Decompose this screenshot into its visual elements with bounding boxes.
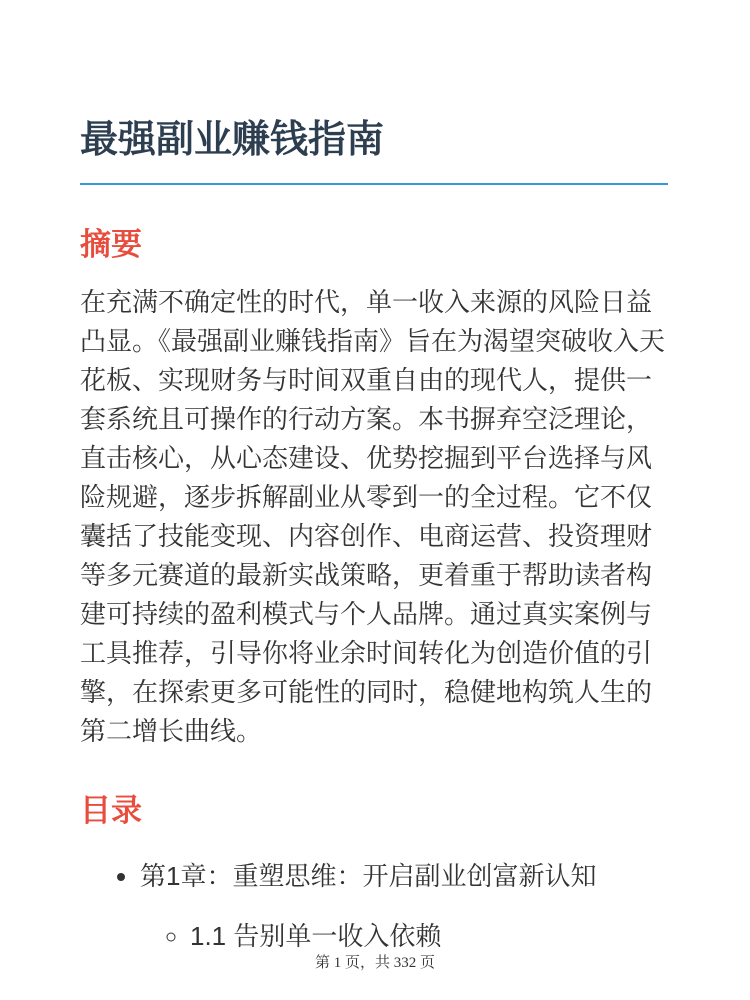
abstract-heading: 摘要 (80, 227, 142, 262)
toc-chapter-label: 第1章：重塑思维：开启副业创富新认知 (140, 861, 597, 891)
toc-sublist (140, 917, 668, 956)
toc-subitem (190, 917, 668, 956)
document-title: 最强副业赚钱指南 (80, 118, 668, 185)
toc-chapter-item (140, 857, 668, 956)
toc-heading: 目录 (80, 793, 142, 828)
abstract-paragraph: 在充满不确定性的时代，单一收入来源的风险日益凸显。《最强副业赚钱指南》旨在为渴望突破收入天花板、实现财务与时间双重自由的现代人，提供一套系统且可操作的行动方案。本书摒弃空泛理论，直击核心，从心态建设、优势挖掘到平台选择与风险规避，逐步拆解副业从零到一的全过程。它不仅囊括了技能变现、内容创作、电商运营、投资理财等多元赛道的最新实战策略，更着重于帮助读者构建可持续的盈利模式与个人品牌。通过真实案例与工具推荐，引导你将业余时间转化为创造价值的引擎，在探索更多可能性的同时，稳健地构筑人生的第二增长曲线。 (80, 287, 666, 746)
toc-subitem-label: 1.1 告别单一收入依赖 (190, 921, 442, 951)
toc-list (80, 857, 668, 956)
page-number-footer: 第 1 页，共 332 页 (314, 955, 435, 971)
